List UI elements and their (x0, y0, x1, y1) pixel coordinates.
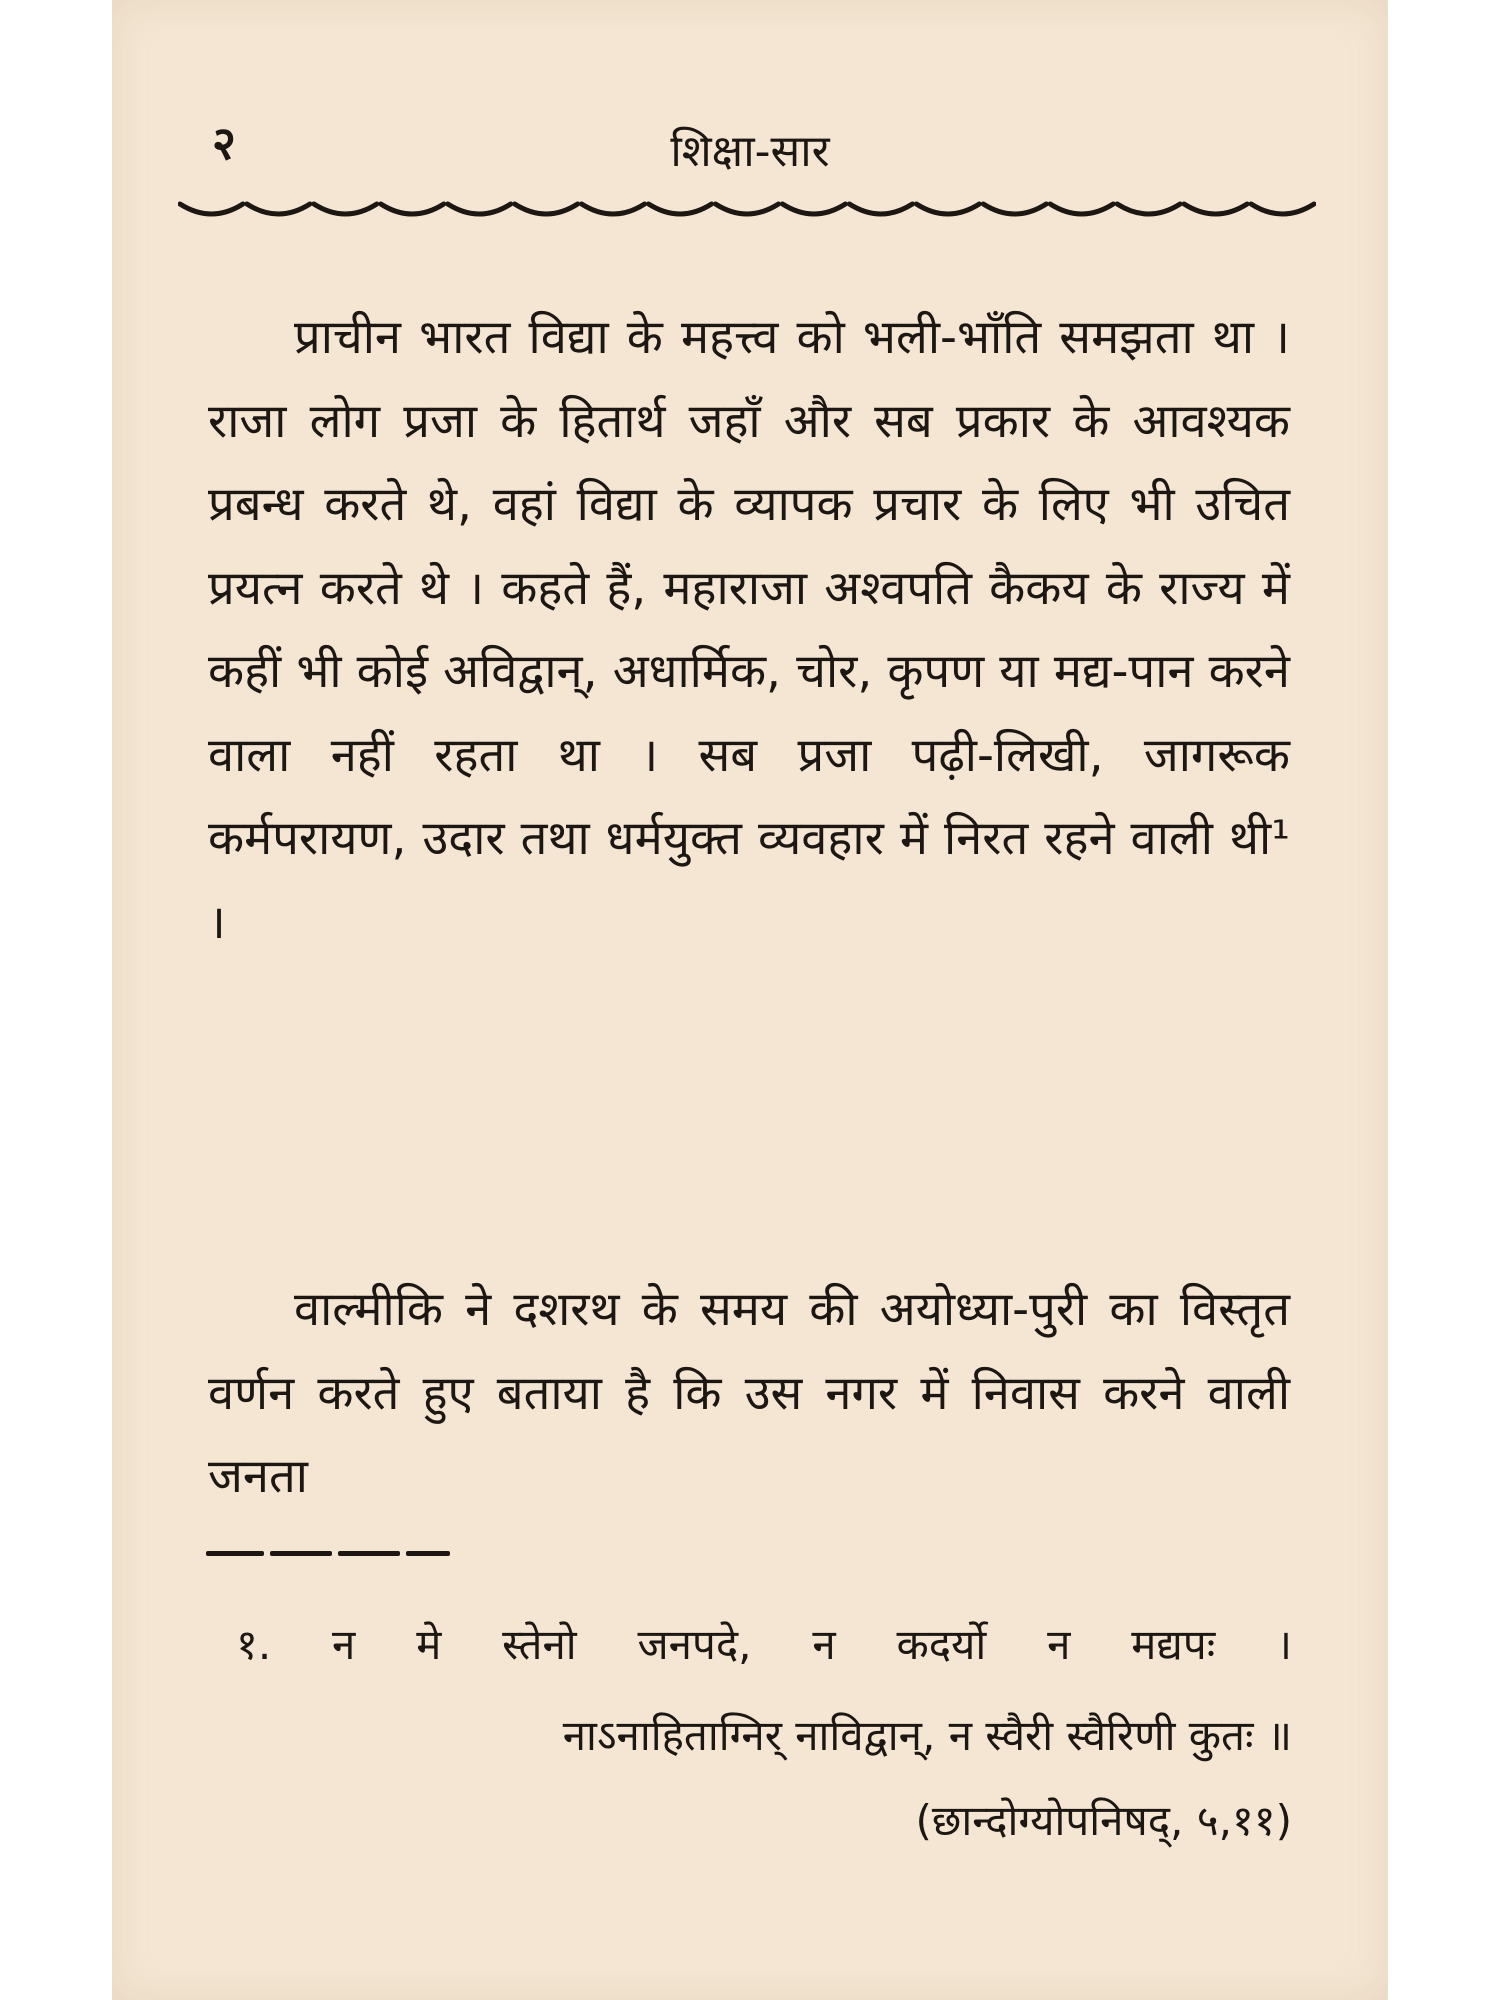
body-paragraph-2: वाल्मीकि ने दशरथ के समय की अयोध्या-पुरी का विस्तृत वर्णन करते हुए बताया है कि उस नगर में निवास करने वाली जनता (208, 1282, 1290, 1504)
footnote-rule (206, 1551, 452, 1556)
book-page (112, 0, 1388, 2000)
body-paragraph-1: प्राचीन भारत विद्या के महत्त्व को भली-भाँति समझता था । राजा लोग प्रजा के हितार्थ जहाँ और सब प्रकार के आवश्यक प्रबन्ध करते थे, वहां विद्या के व्यापक प्रचार के लिए भी उचित प्रयत्न करते थे । कहते हैं, महाराजा अश्वपति कैकय के राज्य में कहीं भी कोई अविद्वान्, अधार्मिक, चोर, कृपण या मद्य-पान करने वाला नहीं रहता था । सब प्रजा पढ़ी-लिखी, जागरूक कर्मपरायण, उदार तथा धर्मयुक्त व्यवहार में निरत रहने वाली थी¹ । (208, 310, 1290, 950)
footnote-line-1: १. न मे स्तेनो जनपदे, न कदर्यो न मद्यपः । (236, 1620, 1292, 1669)
wavy-rule-divider (178, 194, 1316, 228)
footnote-line-2: नाऽनाहिताग्निर् नाविद्वान्, न स्वैरी स्वैरिणी कुतः ॥ (562, 1711, 1292, 1760)
running-title: शिक्षा-सार (670, 126, 830, 177)
page-number: २ (212, 116, 236, 170)
footnote-source: (छान्दोग्योपनिषद्, ५,११) (915, 1796, 1292, 1845)
